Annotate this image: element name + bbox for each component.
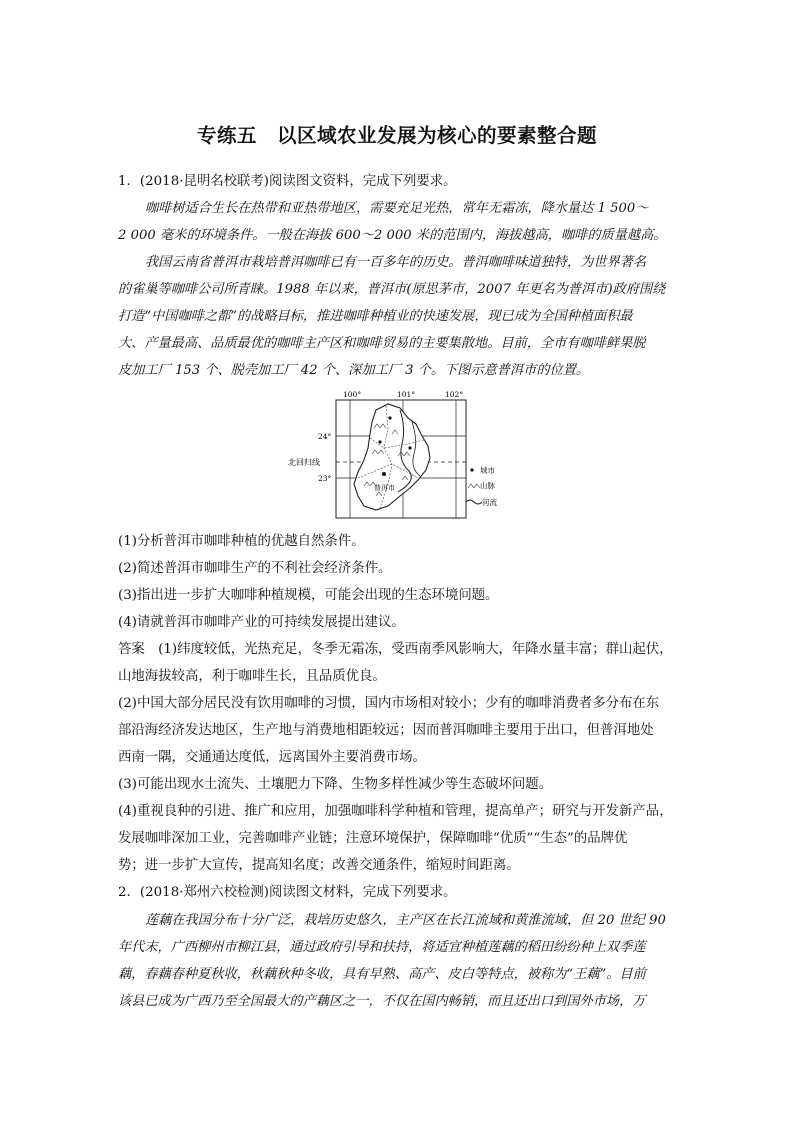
legend-mountain-icon	[468, 484, 480, 488]
lat-label-24: 24°	[318, 432, 332, 441]
city-dot	[388, 416, 391, 419]
answer-label: 答案	[118, 642, 145, 657]
lon-label-102: 102°	[445, 390, 464, 399]
puer-region-outline	[354, 404, 430, 510]
q1-answer1-text1: (1)纬度较低，光热充足，冬季无霜冻，受西南季风影响大，年降水量丰富；群山起伏，	[158, 642, 673, 657]
city-dot	[378, 440, 381, 443]
q1-para2-line2: 的雀巢等咖啡公司所青睐。1988 年以来，普洱市(原思茅市，2007 年更名为普洱市)政府围绕	[118, 282, 666, 297]
q1-answer2-line3: 西南一隅，交通通达度低，远离国外主要消费市场。	[118, 750, 426, 765]
q1-sub3: (3)指出进一步扩大咖啡种植规模，可能会出现的生态环境问题。	[118, 588, 499, 603]
q1-para1-line2: 2 000 毫米的环境条件。一般在海拔 600～2 000 米的范围内，海拔越高，咖啡的质量越高。	[118, 228, 667, 243]
q1-para2-line3: 打造“中国咖啡之都”的战略目标，推进咖啡种植业的快速发展，现已成为全国种植面积最	[118, 309, 633, 324]
q2-para1-line3: 藕，春藕春种夏秋收，秋藕秋种冬收，具有早熟、高产、皮白等特点，被称为“王藕”。目前	[118, 967, 646, 982]
q1-answer3: (3)可能出现水土流失、土壤肥力下降、生物多样性减少等生态破坏问题。	[118, 777, 553, 792]
q1-sub4: (4)请就普洱市咖啡产业的可持续发展提出建议。	[118, 615, 405, 630]
q1-answer4-line2: 发展咖啡深加工业，完善咖啡产业链；注意环境保护，保障咖啡“优质”“生态”的品牌优	[118, 831, 628, 846]
q1-para2-line4: 大、产量最高、品质最优的咖啡主产区和咖啡贸易的主要集散地。目前，全市有咖啡鲜果脱	[118, 336, 646, 351]
q1-sub2: (2)简述普洱市咖啡生产的不利社会经济条件。	[118, 561, 392, 576]
lat-label-23: 23°	[318, 474, 332, 483]
q1-sub1: (1)分析普洱市咖啡种植的优越自然条件。	[118, 534, 365, 549]
q2-header: 2．(2018·郑州六校检测)阅读图文材料，完成下列要求。	[118, 885, 457, 900]
city-dot-puer	[382, 472, 386, 476]
tropic-label: 北回归线	[288, 458, 320, 467]
q2-para1-line2: 年代末，广西柳州市柳江县，通过政府引导和扶持，将适宜种植莲藕的稻田纷纷种上双季莲	[118, 940, 646, 955]
puer-city-label: 普洱市	[374, 484, 395, 492]
q1-answer2-line1: (2)中国大部分居民没有饮用咖啡的习惯，国内市场相对较小；少有的咖啡消费者多分布在东	[118, 696, 660, 711]
q1-answer2-line2: 部沿海经济发达地区，生产地与消费地相距较远；因而普洱咖啡主要用于出口，但普洱地处	[118, 723, 654, 738]
q1-para2-line1: 我国云南省普洱市栽培普洱咖啡已有一百多年的历史。普洱咖啡味道独特，为世界著名	[145, 255, 647, 270]
puer-location-map	[288, 388, 508, 520]
q2-para1-line4: 该县已成为广西乃至全国最大的产藕区之一，不仅在国内畅销，而且还出口到国外市场，万	[118, 994, 646, 1009]
city-dot	[408, 446, 411, 449]
lon-label-100: 100°	[343, 390, 362, 399]
legend-city-label: 城市	[480, 466, 495, 475]
legend-river-icon	[466, 500, 482, 504]
q1-answer4-line1: (4)重视良种的引进、推广和应用，加强咖啡科学种植和管理，提高单产；研究与开发新产品，	[118, 804, 673, 819]
q1-answer-line1	[118, 640, 683, 660]
q2-para1-line1: 莲藕在我国分布十分广泛，栽培历史悠久，主产区在长江流域和黄淮流域，但 20 世纪 90	[145, 913, 666, 928]
legend-mountain-label: 山脉	[480, 481, 495, 490]
q1-para2-line5: 皮加工厂 153 个、脱壳加工厂 42 个、深加工厂 3 个。下图示意普洱市的位置。	[118, 363, 590, 378]
q1-answer1-line2: 山地海拔较高，利于咖啡生长，且品质优良。	[118, 669, 386, 684]
lon-label-101: 101°	[397, 390, 416, 399]
page-title: 专练五 以区域农业发展为核心的要素整合题	[196, 124, 597, 147]
q1-answer4-line3: 势；进一步扩大宣传，提高知名度；改善交通条件，缩短时间距离。	[118, 858, 520, 873]
q1-para1-line1: 咖啡树适合生长在热带和亚热带地区，需要充足光热，常年无霜冻，降水量达 1 500～	[145, 201, 649, 216]
q1-header: 1．(2018·昆明名校联考)阅读图文资料，完成下列要求。	[118, 174, 457, 189]
legend-river-label: 河流	[482, 498, 497, 507]
legend-city-icon	[470, 468, 473, 471]
